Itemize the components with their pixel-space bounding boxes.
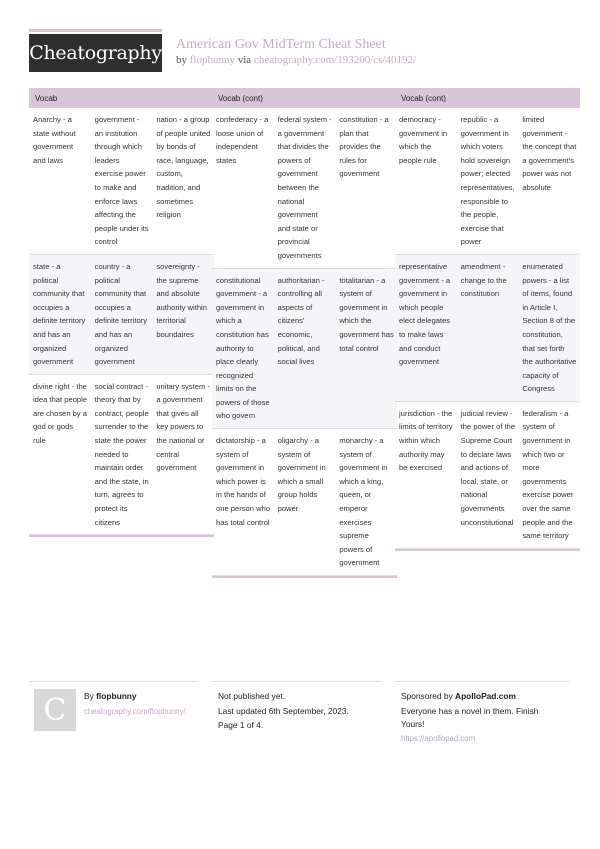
term-cell: amendment - change to the constitution [460, 261, 507, 299]
term-cell: sovereignty - the supreme and absolute authority within territorial boundaires [156, 261, 207, 339]
term-cell: limited government - the concept that a government's power was not absolute [522, 115, 577, 192]
vocab-column-3 [395, 88, 580, 551]
term-cell: divine right - the idea that people are chosen by a god or gods rule [33, 381, 88, 446]
sponsor-text: Everyone has a novel in them. Finish Yours! [401, 706, 539, 729]
footer-by-label: By [84, 691, 94, 701]
table-row [212, 429, 397, 576]
column-heading: Vocab [29, 88, 214, 108]
term-cell: republic - a government in which voters hold sovereign power; elected representatives, responsible to the people, exercise that power [460, 115, 515, 247]
footer-author-url[interactable]: cheatography.com/flopbunny/ [84, 707, 186, 716]
term-cell: representative government - a government in which people elect delegates to make laws and conduct government [399, 261, 451, 367]
table-row [29, 108, 214, 255]
table-row [29, 375, 214, 536]
vocab-column-2 [212, 88, 397, 578]
column-heading: Vocab (cont) [395, 88, 580, 108]
byline [176, 54, 416, 66]
term-cell: federal system - a government that divides the powers of government between the national government and state or provincial governments [277, 115, 332, 260]
vocab-column-1 [29, 88, 214, 537]
sponsor-url[interactable]: https://apollopad.com [401, 734, 476, 743]
via-text: via [237, 54, 252, 66]
column-heading: Vocab (cont) [212, 88, 397, 108]
term-cell: government - an institution through which leaders exercise power to make and enforce laws affecting the people under its control [94, 115, 149, 247]
term-cell: democracy - government in which the people rule [399, 115, 448, 165]
footer-author-line [84, 690, 137, 703]
table-row [395, 108, 580, 255]
term-cell: dictatorship - a system of government in which power is in the hands of one person who has total control [216, 436, 271, 527]
sheet-title[interactable]: American Gov MidTerm Cheat Sheet [176, 37, 386, 52]
term-cell: judicial review - the power of the Supreme Court to declare laws and actions of local, state, or national governments unconstitutional [460, 408, 516, 527]
sponsor-prefix: Sponsored by [401, 691, 453, 701]
footer-divider [29, 681, 198, 682]
term-cell: social contract - theory that by contract, people surrender to the state the power needed to maintain order and the state, in turn, agrees to protect its citizens [94, 381, 149, 527]
cheatography-logo[interactable] [29, 34, 162, 72]
term-cell: constitutional government - a government in which a constitution has authority to place clearly recognized limits on the powers of those who govern [216, 275, 270, 421]
term-cell: monarchy - a system of government in which a king, queen, or emperor exercises supreme powers of government [339, 436, 388, 568]
published-status: Not published yet. [218, 691, 286, 701]
table-row [395, 402, 580, 549]
term-cell: country - a political community that occupies a definite territory and has an organized government [94, 261, 147, 367]
term-cell: confederacy - a loose union of independent states [216, 115, 269, 165]
footer-author-name[interactable]: flopbunny [96, 691, 137, 701]
last-updated: Last updated 6th September, 2023. [218, 706, 349, 716]
sheet-url-link[interactable]: cheatography.com/193200/cs/40192/ [253, 54, 417, 66]
term-cell: nation - a group of people united by bonds of race, language, custom, tradition, and sometimes religion [156, 115, 211, 220]
term-cell: totalitarian - a system of government in which the government has total control [339, 275, 394, 353]
term-cell: Anarchy - a state without government and laws [33, 115, 76, 165]
header-accent-bar [29, 29, 162, 32]
column-end-divider [212, 576, 397, 578]
column-end-divider [395, 549, 580, 551]
footer-divider [212, 681, 382, 682]
avatar-letter: C [43, 692, 67, 728]
term-cell: oligarchy - a system of government in which a small group holds power [277, 436, 326, 514]
column-end-divider [29, 535, 214, 537]
logo-text: Cheatography [29, 42, 162, 64]
table-row [212, 269, 397, 430]
author-avatar[interactable] [34, 689, 76, 731]
term-cell: enumerated powers - a list of items, found in Article I, Section 8 of the constitution, that set forth the authoritative capacity of Congress [522, 261, 577, 394]
sponsor-line [401, 690, 516, 703]
author-link[interactable]: flopbunny [189, 54, 235, 66]
footer-divider [395, 681, 569, 682]
by-prefix: by [176, 54, 187, 66]
term-cell: state - a political community that occupies a definite territory and has an organized government [33, 261, 86, 367]
term-cell: jurisdiction - the limits of territory within which authority may be exercised [399, 408, 453, 473]
page-number: Page 1 of 4. [218, 720, 264, 730]
table-row [212, 108, 397, 269]
term-cell: authoritarian - controlling all aspects of citizens' economic, political, and social lives [277, 275, 325, 367]
term-cell: unitary system - a government that gives all key powers to the national or central government [156, 381, 210, 473]
term-cell: federalism - a system of government in which two or more governments exercise power over the same people and the same territory [522, 408, 574, 541]
term-cell: constitution - a plan that provides the rules for government [339, 115, 389, 179]
table-row [395, 255, 580, 402]
table-row [29, 255, 214, 375]
sponsor-name[interactable]: ApolloPad.com [455, 691, 516, 701]
